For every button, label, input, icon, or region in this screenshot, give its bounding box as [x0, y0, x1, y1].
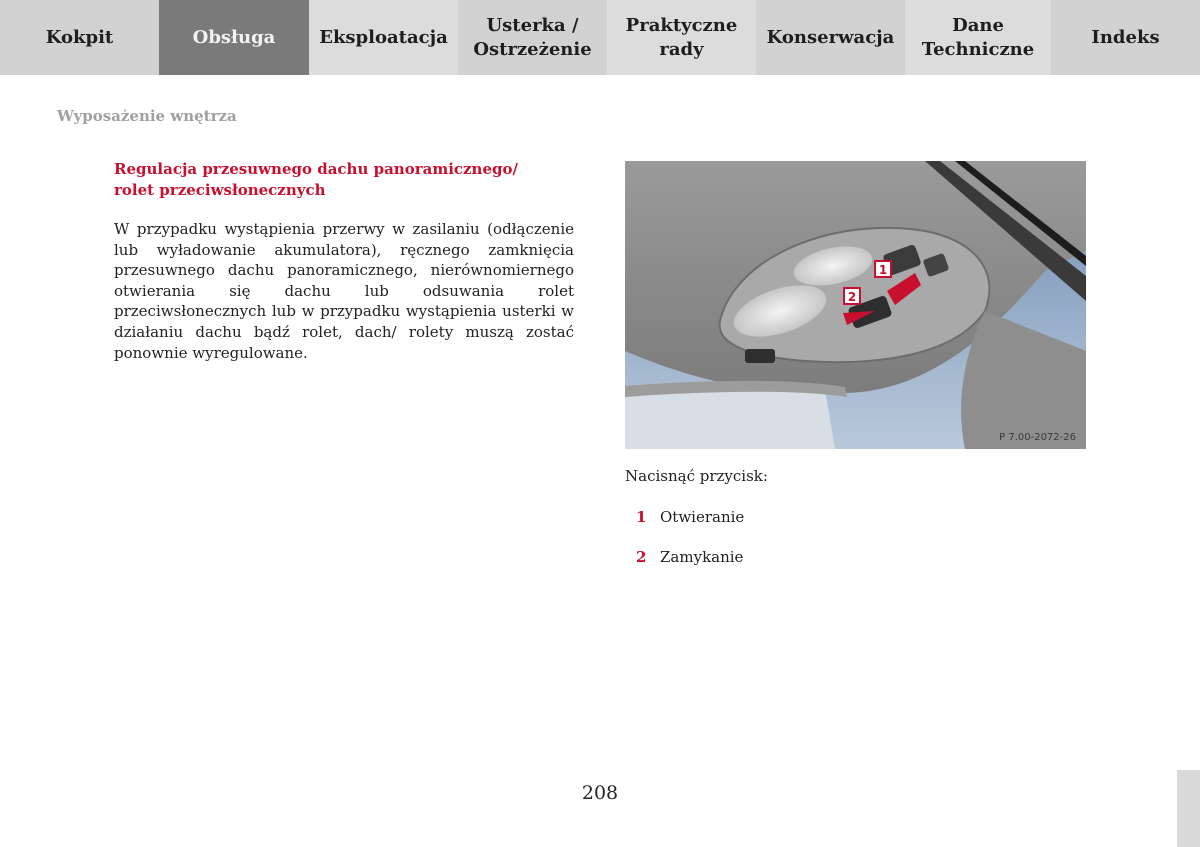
legend-number: 1 [636, 508, 647, 526]
legend-number: 2 [636, 548, 647, 566]
callout-2: 2 [847, 290, 857, 304]
tab-obsluga[interactable]: Obsługa [159, 0, 309, 75]
figure-code: P 7.00-2072-26 [999, 432, 1076, 443]
tab-praktyczne-rady[interactable]: Praktyczne rady [607, 0, 756, 75]
section-label: Wyposażenie wnętrza [57, 107, 237, 125]
tab-kokpit[interactable]: Kokpit [0, 0, 159, 75]
tab-usterka[interactable]: Usterka / Ostrzeżenie [458, 0, 607, 75]
tab-eksploatacja[interactable]: Eksploatacja [309, 0, 458, 75]
tab-indeks[interactable]: Indeks [1051, 0, 1200, 75]
page-number: 208 [581, 782, 619, 804]
instruction-text: Nacisnąć przycisk: [625, 467, 768, 485]
thumb-index-marker [1177, 770, 1200, 847]
legend-text: Zamykanie [660, 548, 744, 566]
legend-item [636, 508, 744, 548]
chapter-tabs [0, 0, 1200, 75]
callout-1: 1 [878, 263, 888, 277]
tab-dane-techniczne[interactable]: Dane Techniczne [905, 0, 1051, 75]
legend-item [636, 548, 744, 588]
legend-text: Otwieranie [660, 508, 745, 526]
legend-list [636, 508, 744, 588]
tab-konserwacja[interactable]: Konserwacja [756, 0, 905, 75]
overhead-console-illustration [625, 161, 1086, 449]
section-heading: Regulacja przesuwnego dachu panoramicznego/ rolet przeciwsłonecznych [114, 160, 518, 199]
body-paragraph: W przypadku wystąpienia przerwy w zasilaniu (odłączenie lub wyładowanie akumulatora), ręcznego zamknięcia przesuwnego dachu panoramicznego, nierównomiernego otwierania się dachu lub odsuwania rolet przeciwsłonecznych lub w przypadku wystąpienia usterki w działaniu dachu bądź rolet, dach/ rolety muszą zostać ponownie wyregulowane. [114, 220, 574, 362]
overhead-console-figure [625, 161, 1086, 449]
